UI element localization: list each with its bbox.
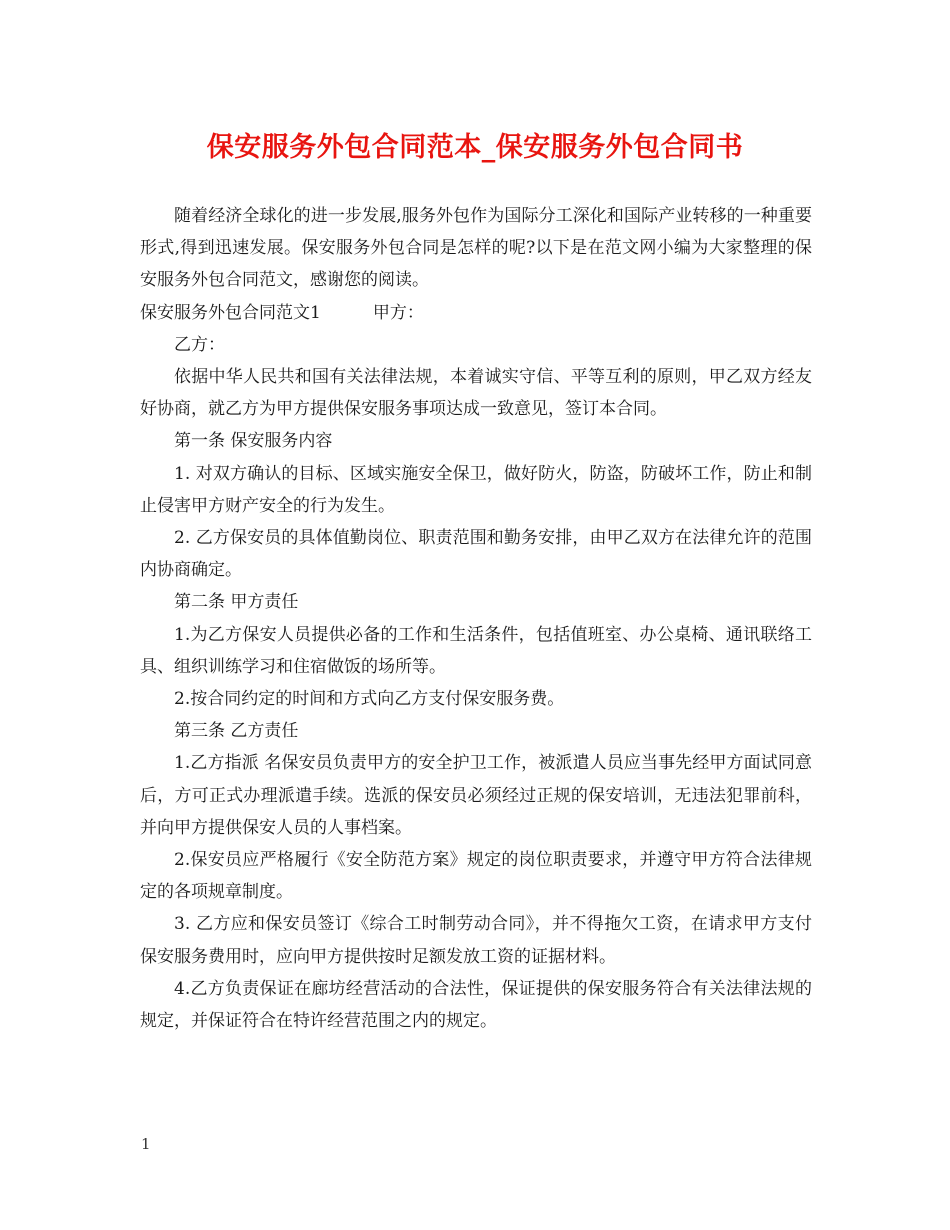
article-3-item: 2.保安员应严格履行《安全防范方案》规定的岗位职责要求，并遵守甲方符合法律规定的各项规章制度。: [140, 850, 812, 903]
party-a-label: 甲方：: [372, 302, 424, 323]
sample-heading: 保安服务外包合同范文1: [140, 302, 321, 323]
document-body: [140, 200, 812, 1037]
article-2-item: 1.为乙方保安人员提供必备的工作和生活条件，包括值班室、办公桌椅、通讯联络工具、组织训练学习和住宿做饭的场所等。: [140, 624, 812, 677]
article-2-item: 2.按合同约定的时间和方式向乙方支付保安服务费。: [174, 689, 565, 710]
party-b-label: 乙方：: [174, 334, 225, 355]
preamble-paragraph: 依据中华人民共和国有关法律法规，本着诚实守信、平等互利的原则，甲乙双方经友好协商，就乙方为甲方提供保安服务事项达成一致意见，签订本合同。: [140, 367, 812, 420]
sample-heading-line: [140, 297, 812, 329]
page-number: 1: [141, 1135, 151, 1153]
article-3-item: 1.乙方指派 名保安员负责甲方的安全护卫工作，被派遣人员应当事先经甲方面试同意后，方可正式办理派遣手续。选派的保安员必须经过正规的保安培训，无违法犯罪前科，并向甲方提供保安人员的人事档案。: [140, 753, 812, 838]
article-3-heading: 第三条 乙方责任: [174, 721, 299, 742]
intro-paragraph: 随着经济全球化的进一步发展,服务外包作为国际分工深化和国际产业转移的一种重要形式,得到迅速发展。保安服务外包合同是怎样的呢?以下是在范文网小编为大家整理的保安服务外包合同范文，感谢您的阅读。: [140, 206, 812, 291]
article-1-item: 2. 乙方保安员的具体值勤岗位、职责范围和勤务安排，由甲乙双方在法律允许的范围内协商确定。: [140, 528, 812, 581]
article-1-item: 1. 对双方确认的目标、区域实施安全保卫，做好防火，防盗，防破坏工作，防止和制止侵害甲方财产安全的行为发生。: [140, 463, 812, 516]
article-3-item: 4.乙方负责保证在廊坊经营活动的合法性，保证提供的保安服务符合有关法律法规的规定，并保证符合在特许经营范围之内的规定。: [140, 978, 812, 1032]
document-title: 保安服务外包合同范本_保安服务外包合同书: [206, 132, 744, 163]
article-1-heading: 第一条 保安服务内容: [174, 431, 333, 452]
article-2-heading: 第二条 甲方责任: [174, 592, 299, 613]
article-3-item: 3. 乙方应和保安员签订《综合工时制劳动合同》，并不得拖欠工资，在请求甲方支付保安服务费用时，应向甲方提供按时足额发放工资的证据材料。: [140, 914, 812, 967]
